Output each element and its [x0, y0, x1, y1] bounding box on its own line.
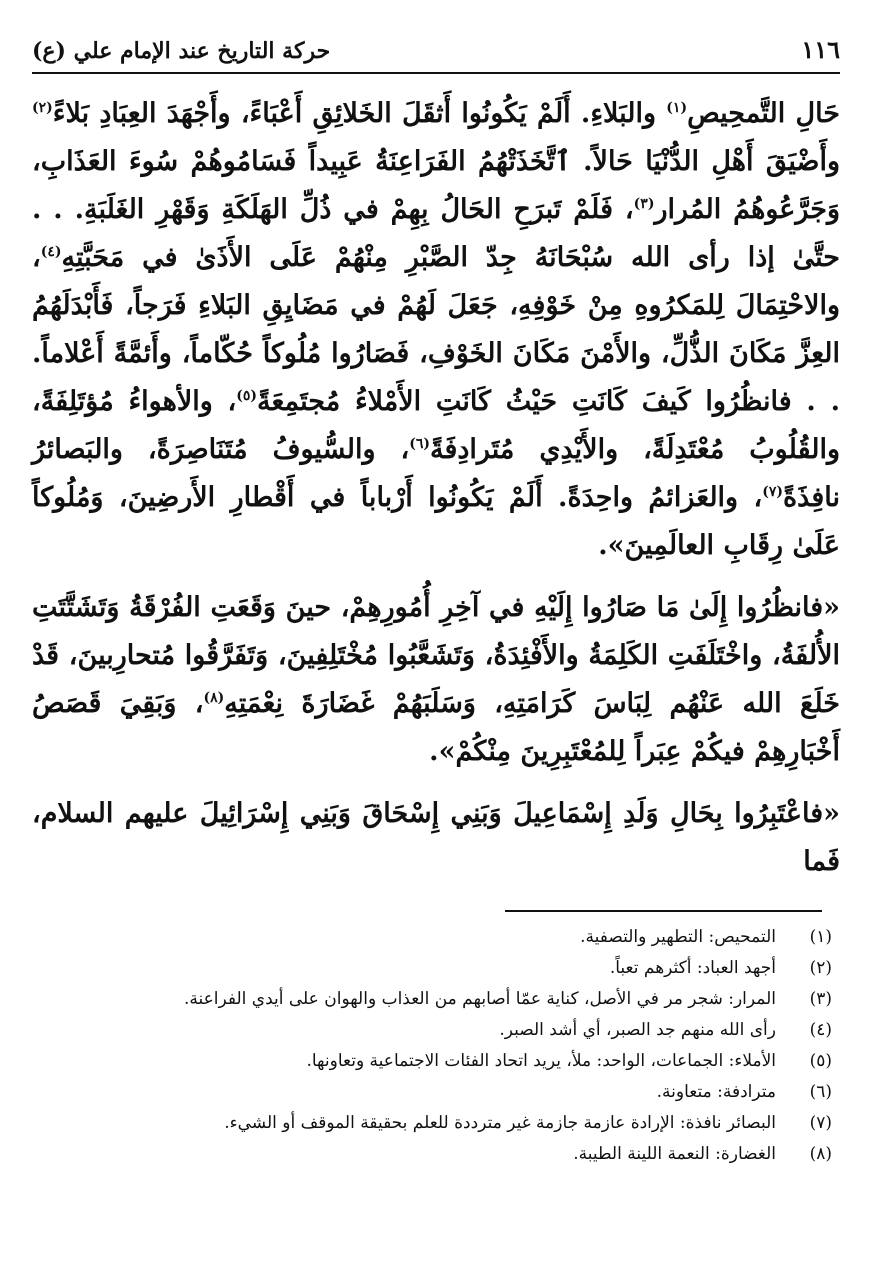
footnote-item [40, 1046, 832, 1077]
footnote-text: المرار: شجر مر في الأصل، كناية عمّا أصابهم من العذاب والهوان على أيدي الفراعنة. [184, 989, 776, 1009]
text-run: حَالِ التَّمحِيصِ [687, 98, 840, 129]
paragraph [32, 90, 840, 570]
footnote-marker: (٨) [203, 690, 225, 706]
footnote-text: الأملاء: الجماعات، الواحد: ملأ، يريد اتحاد الفئات الاجتماعية وتعاونها. [306, 1051, 776, 1071]
text-run: ، فَلَمْ تَبرَحِ الحَالُ بِهِمْ في ذُلِّ الهَلَكَةِ وَقَهْرِ الغَلَبَةِ. . . حتَّىٰ إذا رأى الله سُبْحَانَهُ جِدّ الصَّبْرِ مِنْهُمْ عَلَى الأَذَىٰ في مَحَبَّتِهِ [32, 194, 840, 273]
text-run: ، والعَزائمُ واحِدَةً. أَلَمْ يَكُونُوا أَرْباباً في أَقْطارِ الأَرضِينَ، وَمُلُوكاً عَلَىٰ رِقَابِ العالَمِينَ». [32, 482, 840, 561]
text-run: «فانظُرُوا إِلَىٰ مَا صَارُوا إِلَيْهِ في آخِرِ أُمُورِهِمْ، حينَ وَقَعَتِ الفُرْقَةُ وَتَشَتَّتَتِ الأُلفَةُ، واخْتَلَفَتِ الكَلِمَةُ والأَفْئِدَةُ، وَتَشَعَّبُوا مُخْتَلِفِينَ، وَتَفَرَّقُوا مُتحارِبينَ، قَدْ خَلَعَ الله عَنْهُم لِبَاسَ كَرَامَتِهِ، وَسَلَبَهُمْ غَضَارَةَ نِعْمَتِهِ [32, 592, 840, 719]
page-number: ١١٦ [801, 35, 840, 64]
footnote-marker: (١) [666, 100, 688, 116]
text-run: وأَضْيَقَ أَهْلِ الدُّنْيَا حَالاً. ٱتَّخَذَتْهُمُ الفَرَاعِنَةُ عَبِيداً فَسَامُوهُمْ سُوءَ العَذَابِ، وَجَرَّعُوهُمُ المُرار [32, 146, 840, 225]
paragraph [32, 584, 840, 776]
footnote-item [40, 953, 832, 984]
footnote-marker: (٧) [762, 484, 784, 500]
footnote-marker: (٦) [409, 436, 430, 452]
text-run: ، وَبَقِيَ قَصَصُ أَخْبَارِهِمْ فيكُمْ عِبَراً لِلمُعْتَبِرِينَ مِنْكُمْ». [32, 688, 840, 767]
footnote-item [40, 1015, 832, 1046]
footnote-separator [505, 910, 822, 912]
footnote-text: أجهد العباد: أكثرهم تعباً. [609, 958, 776, 978]
footnote-number: (٦) [809, 1082, 832, 1102]
footnote-number: (٤) [809, 1020, 832, 1040]
footnote-item [40, 1139, 832, 1170]
footnote-number: (٢) [809, 958, 832, 978]
footnote-text: رأى الله منهم جد الصبر، أي أشد الصبر. [499, 1020, 776, 1040]
footnotes-list [40, 922, 832, 1170]
footnote-text: التمحيص: التطهير والتصفية. [580, 927, 776, 947]
page-header [32, 28, 840, 74]
text-run: «فاعْتَبِرُوا بِحَالِ وَلَدِ إِسْمَاعِيلَ وَبَنِي إِسْحَاقَ وَبَنِي إِسْرَائِيلَ عليهم السلام، فَما [32, 798, 840, 877]
footnote-item [40, 984, 832, 1015]
footnote-marker: (٣) [633, 196, 655, 212]
footnote-number: (٣) [809, 989, 832, 1009]
footnote-number: (٧) [809, 1113, 832, 1133]
text-run: ، والسُّيوفُ مُتَنَاصِرَةً، والبَصائرُ نافِذَةً [32, 434, 840, 513]
footnote-item [40, 1077, 832, 1108]
text-run: والبَلاءِ. أَلَمْ يَكُونُوا أَثقَلَ الخَلائِقِ أَعْبَاءً، وأَجْهَدَ العِبَادِ بَلاءً [52, 98, 667, 129]
footnote-number: (٨) [809, 1144, 832, 1164]
paragraph [32, 790, 840, 886]
footnote-item [40, 922, 832, 953]
running-title: حركة التاريخ عند الإمام علي (ع) [32, 38, 331, 64]
footnote-marker: (٥) [236, 388, 258, 404]
footnote-marker: (٢) [32, 100, 53, 116]
footnote-text: مترادفة: متعاونة. [656, 1082, 776, 1102]
text-run: ، والأهواءُ مُؤتَلِفَةً، والقُلُوبُ مُعْتَدِلَةً، والأَيْدِي مُتَرادِفَةً [32, 386, 840, 465]
footnote-item [40, 1108, 832, 1139]
footnote-marker: (٤) [40, 244, 62, 260]
body-text [32, 90, 840, 900]
footnote-number: (٥) [809, 1051, 832, 1071]
footnote-number: (١) [809, 927, 832, 947]
text-run: ، والاحْتِمَالَ لِلمَكرُوهِ مِنْ خَوْفِهِ، جَعَلَ لَهُمْ في مَضَايِقِ البَلاءِ فَرَجاً، فَأَبْدَلَهُمُ العِزَّ مَكَانَ الذُّلِّ، والأَمْنَ مَكَانَ الخَوْفِ، فَصَارُوا مُلُوكاً حُكّاماً، وأَئمَّةً أَعْلاماً. . . فانظُرُوا كَيفَ كَانَتِ حَيْثُ كَانَتِ الأَمْلاءُ مُجتَمِعَةً [32, 242, 840, 417]
footnote-text: الغضارة: النعمة اللينة الطيبة. [573, 1144, 776, 1164]
footnote-text: البصائر نافذة: الإرادة عازمة جازمة غير مترددة للعلم بحقيقة الموقف أو الشيء. [224, 1113, 776, 1133]
